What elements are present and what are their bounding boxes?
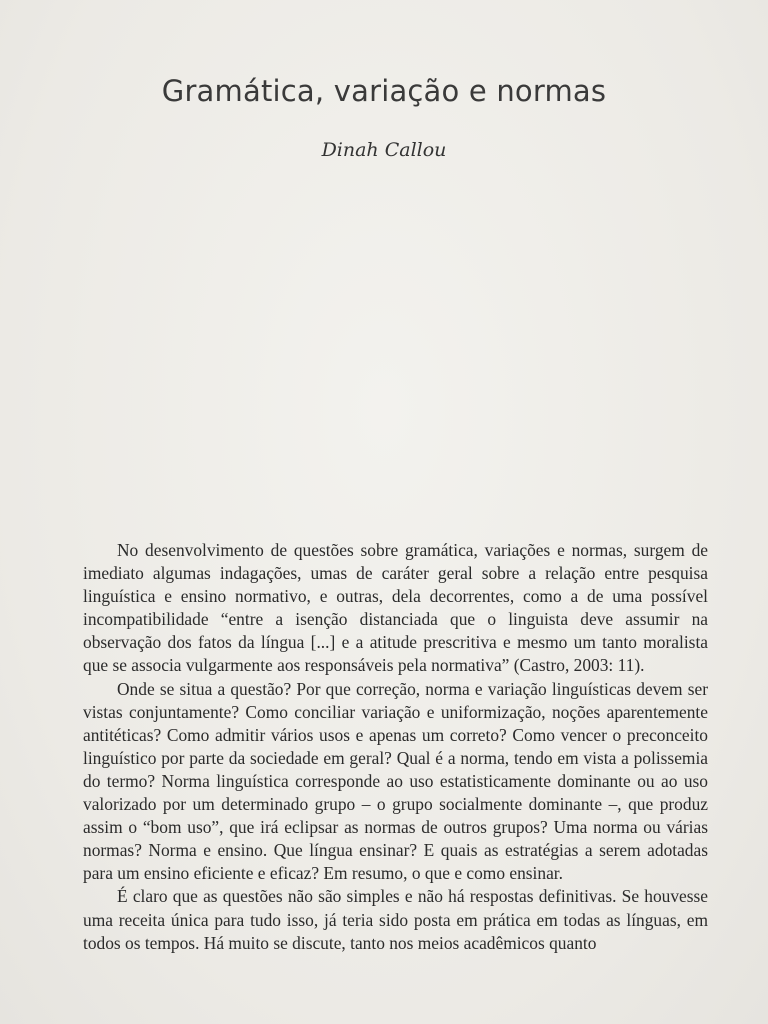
paragraph-3: É claro que as questões não são simples e não há respostas definitivas. Se houvesse uma receita única para tudo isso, já teria sido posta em prática em todas as línguas, em todos os tempos. Há muito se discute, tanto nos meios acadêmicos quanto [83, 886, 708, 953]
body-text [83, 539, 708, 955]
chapter-title: Gramática, variação e normas [161, 74, 607, 108]
paragraph-2: Onde se situa a questão? Por que correção, norma e variação linguísticas devem ser vistas conjuntamente? Como conciliar variação e uniformização, noções aparentemente antitéticas? Como admitir vários usos e apenas um correto? Como vencer o preconceito linguístico por parte da sociedade em geral? Qual é a norma, tendo em vista a polissemia do termo? Norma linguística corresponde ao uso estatisticamente dominante ou ao uso valorizado por um determinado grupo – o grupo socialmente dominante –, que produz assim o “bom uso”, que irá eclipsar as normas de outros grupos? Uma norma ou várias normas? Norma e ensino. Que língua ensinar? E quais as estratégias a serem adotadas para um ensino eficiente e eficaz? Em resumo, o que e como ensinar. [83, 678, 708, 884]
paragraph-1: No desenvolvimento de questões sobre gramática, variações e normas, surgem de imediato algumas indagações, umas de caráter geral sobre a relação entre pesquisa linguística e ensino normativo, e outras, dela decorrentes, como a de uma possível incompatibilidade “entre a isenção distanciada que o linguista deve assumir na observação dos fatos da língua [...] e a atitude prescritiva e mesmo um tanto moralista que se associa vulgarmente aos responsáveis pela normativa” (Castro, 2003: 11). [83, 540, 708, 676]
author-name: Dinah Callou [321, 139, 447, 161]
